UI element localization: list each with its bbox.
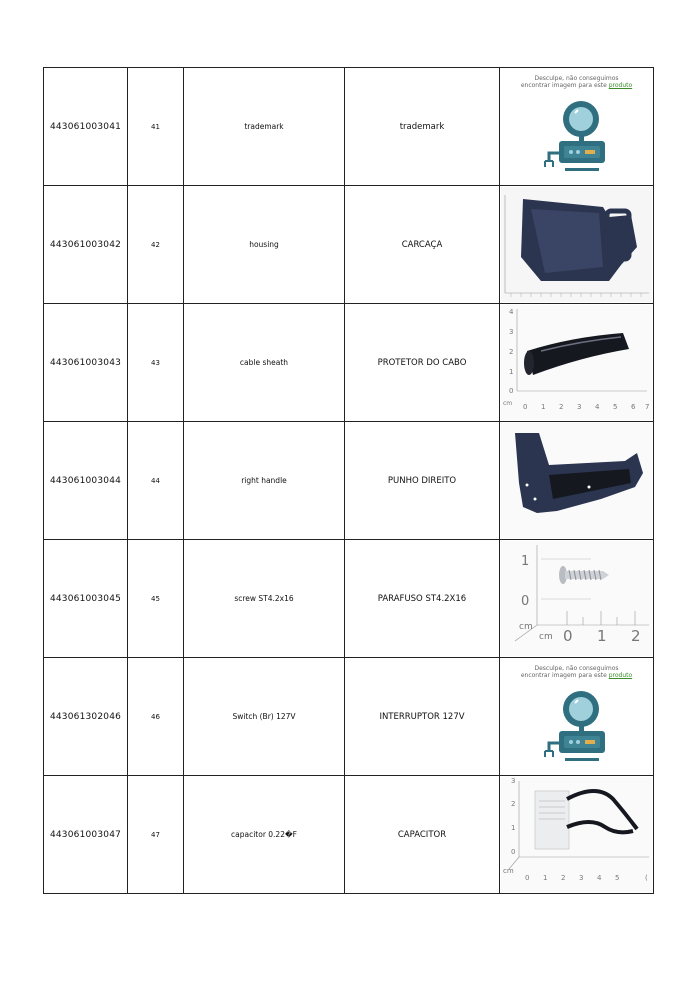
part-code: 443061003045 xyxy=(44,540,128,658)
part-code: 443061003041 xyxy=(44,68,128,186)
y-tick: 2 xyxy=(511,800,516,808)
y-tick: 4 xyxy=(509,308,514,316)
x-tick: 0 xyxy=(563,627,573,645)
name-english: trademark xyxy=(184,68,345,186)
part-code: 443061003044 xyxy=(44,422,128,540)
position-number: 47 xyxy=(128,776,184,894)
position-number: 43 xyxy=(128,304,184,422)
name-portuguese: PUNHO DIREITO xyxy=(345,422,500,540)
screw-photo xyxy=(501,541,652,656)
x-tick: 3 xyxy=(579,874,584,882)
name-english: right handle xyxy=(184,422,345,540)
x-tick: 2 xyxy=(561,874,566,882)
x-tick: 0 xyxy=(525,874,530,882)
x-tick: 4 xyxy=(595,403,600,411)
name-portuguese: CARCAÇA xyxy=(345,186,500,304)
no-image-line1: Desculpe, não conseguimos xyxy=(534,75,619,82)
table-row xyxy=(44,540,654,658)
image-cell xyxy=(500,422,654,540)
y-tick: 0 xyxy=(511,848,516,856)
name-english: screw ST4.2x16 xyxy=(184,540,345,658)
y-tick: 3 xyxy=(509,328,514,336)
y-tick: 0 xyxy=(521,594,530,609)
x-tick: 7 xyxy=(645,403,650,411)
image-cell xyxy=(500,540,654,658)
position-number: 42 xyxy=(128,186,184,304)
part-code: 443061003047 xyxy=(44,776,128,894)
position-number: 41 xyxy=(128,68,184,186)
image-cell xyxy=(500,776,654,894)
y-tick: 2 xyxy=(509,348,514,356)
position-number: 46 xyxy=(128,658,184,776)
image-cell xyxy=(500,186,654,304)
no-image-line1: Desculpe, não conseguimos xyxy=(534,665,619,672)
no-image-line2: encontrar imagem para este xyxy=(520,672,609,679)
y-tick: 1 xyxy=(511,824,516,832)
x-tick: 1 xyxy=(541,403,546,411)
position-number: 44 xyxy=(128,422,184,540)
name-english: cable sheath xyxy=(184,304,345,422)
image-cell xyxy=(500,658,654,776)
x-tick: 3 xyxy=(577,403,582,411)
part-code: 443061302046 xyxy=(44,658,128,776)
x-tick: 1 xyxy=(597,627,607,645)
x-tick: 5 xyxy=(615,874,620,882)
y-tick: 3 xyxy=(511,777,516,785)
name-portuguese: INTERRUPTOR 127V xyxy=(345,658,500,776)
table-row xyxy=(44,68,654,186)
name-portuguese: CAPACITOR xyxy=(345,776,500,894)
image-cell xyxy=(500,304,654,422)
x-tick: 0 xyxy=(523,403,528,411)
right-handle-photo xyxy=(501,423,652,538)
position-number: 45 xyxy=(128,540,184,658)
no-image-placeholder xyxy=(501,659,652,774)
table-row xyxy=(44,422,654,540)
right-handle-image xyxy=(501,423,652,538)
screw-image xyxy=(501,541,652,656)
image-cell xyxy=(500,68,654,186)
capacitor-image xyxy=(501,777,652,892)
x-tick: 6 xyxy=(631,403,636,411)
x-tick: 5 xyxy=(613,403,618,411)
table-row xyxy=(44,776,654,894)
x-tick: 1 xyxy=(543,874,548,882)
y-tick: 0 xyxy=(509,387,514,395)
y-tick: 1 xyxy=(521,554,530,569)
ruler-unit: cm xyxy=(503,400,513,407)
ruler-unit: cm xyxy=(519,622,533,632)
name-portuguese: PROTETOR DO CABO xyxy=(345,304,500,422)
table-row xyxy=(44,658,654,776)
product-link[interactable]: produto xyxy=(608,82,633,89)
table-row xyxy=(44,186,654,304)
ruler-unit: cm xyxy=(503,867,514,875)
no-image-placeholder xyxy=(501,69,652,184)
part-code: 443061003042 xyxy=(44,186,128,304)
name-english: Switch (Br) 127V xyxy=(184,658,345,776)
product-link[interactable]: produto xyxy=(608,672,633,679)
name-portuguese: trademark xyxy=(345,68,500,186)
table-row xyxy=(44,304,654,422)
name-english: capacitor 0.22�F xyxy=(184,776,345,894)
x-tick: 2 xyxy=(631,627,641,645)
parts-table xyxy=(43,67,654,894)
housing-image xyxy=(501,187,652,302)
ruler-unit: cm xyxy=(539,632,553,642)
x-tick: 4 xyxy=(597,874,602,882)
x-tick: 2 xyxy=(559,403,564,411)
robot-icon xyxy=(501,69,652,184)
no-image-line2: encontrar imagem para este xyxy=(520,82,609,89)
housing-photo xyxy=(501,187,652,302)
y-tick: 1 xyxy=(509,368,514,376)
name-english: housing xyxy=(184,186,345,304)
cable-sheath-photo xyxy=(501,305,652,420)
capacitor-photo xyxy=(501,777,652,892)
x-tick: ( xyxy=(645,874,648,882)
cable-sheath-image xyxy=(501,305,652,420)
robot-icon xyxy=(501,659,652,774)
name-portuguese: PARAFUSO ST4.2X16 xyxy=(345,540,500,658)
part-code: 443061003043 xyxy=(44,304,128,422)
